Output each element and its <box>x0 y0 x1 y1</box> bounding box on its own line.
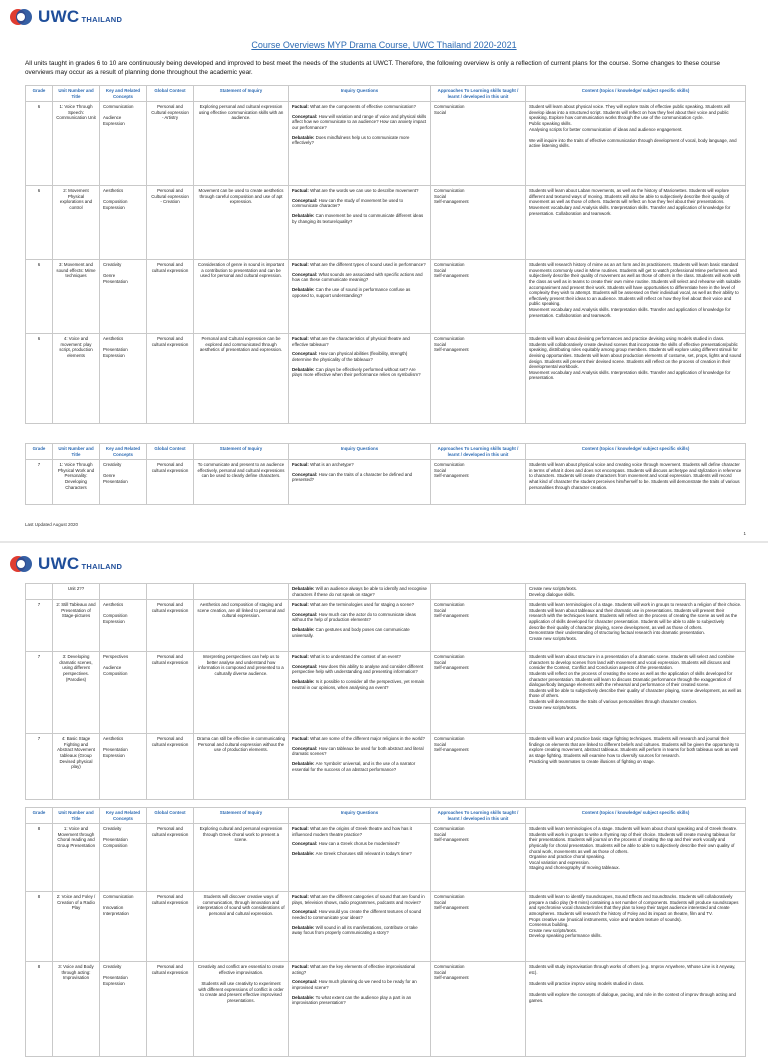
inquiry-question-text: Are 'symbols' universal, and is the use of a narrator essential for the success of an abstract performance? <box>292 760 416 772</box>
inquiry-question-text: What are the components of effective communication? <box>310 104 416 110</box>
cell-unit: 3: Movement and sound effects: Mime techniques <box>53 260 100 334</box>
cell-soi: Personal and Cultural expression can be explored and communicated through aesthetics of presentation and expression. <box>194 334 289 424</box>
inquiry-question-text: How would you create the different textures of sound needed to communicate your ideas? <box>292 909 422 920</box>
inquiry-question-text: What are some of the different major religions in the world? <box>310 736 425 742</box>
cell-atl: Communication Social Self-management <box>431 652 526 734</box>
inquiry-question-type: Factual: <box>292 104 311 110</box>
table-row <box>26 600 746 652</box>
cell-atl: Communication Social Self-management <box>431 334 526 424</box>
inquiry-question-type: Debatable: <box>292 678 316 684</box>
inquiry-question-type: Conceptual: <box>292 113 319 119</box>
inquiry-question-type: Debatable: <box>292 760 316 766</box>
cell-content: Create new scripts/texts. Develop dialogue skills. <box>526 584 746 600</box>
inquiry-question-type: Debatable: <box>292 586 316 591</box>
header-cell: Content (topics / knowledge/ subject specific skills) <box>526 86 746 102</box>
inquiry-question <box>292 627 427 638</box>
course-table-grade-8 <box>25 807 746 1057</box>
inquiry-question-type: Conceptual: <box>292 745 319 751</box>
cell-unit: 4: Basic Stage Fighting and Abstract Movement tableaux (Group Devised physical play) <box>53 734 100 800</box>
inquiry-question <box>292 979 427 990</box>
header-cell: Approaches To Learning skills taught / learnt / developed in this unit <box>431 444 526 460</box>
inquiry-question-text: Are Greek Choruses still relevant in today's time? <box>315 850 412 856</box>
header-cell: Global Context <box>147 86 194 102</box>
cell-content: Students will learn about structure in a presentation of a dramatic scene. Students will select and combine characters to develop scenes from land with movement and vocal expression. Students will discuss and consider the Context, Conflict and Conclusion aspects of the presentation. Students will reflect on the process of creating the scene as well as the application of skills developed for character presentation. Students will learn to discuss Dramatic performance through the exaggeration of dialogue/body language elements with the rehearsal and performance of their created scene. Students will be able to subjectively describe their quality of character playing, scene development, as well as those of others. Students will demonstrate the traits of various personalities through character creation. Create new scripts/texts. <box>526 652 746 734</box>
cell-soi: To communicate and present to an audience effectively, personal and cultural expressions can be used to clearly define characters. <box>194 460 289 505</box>
inquiry-question-type: Conceptual: <box>292 471 319 477</box>
header-cell: Statement of Inquiry <box>194 444 289 460</box>
header-cell: Grade <box>26 808 53 824</box>
header-cell: Key and Related Concepts <box>100 86 147 102</box>
header-cell: Global Context <box>147 808 194 824</box>
inquiry-question <box>292 287 427 298</box>
header-cell: Global Context <box>147 444 194 460</box>
inquiry-question <box>292 367 427 378</box>
cell-unit: 1: Voice Through Speech: Communication Unit <box>53 102 100 186</box>
header-cell: Unit Number and Title <box>53 808 100 824</box>
inquiry-question-text: To what extent can the audience play a part in an improvisation presentation? <box>292 994 412 1006</box>
cell-soi: Drama can still be effective in communicating Personal and cultural expression without the use of production elements. <box>194 734 289 800</box>
inquiry-question-type: Factual: <box>292 654 311 660</box>
cell-grade: 6 <box>26 186 53 260</box>
table-header-row <box>26 444 746 460</box>
table-row <box>26 892 746 962</box>
cell-grade: 8 <box>26 824 53 892</box>
inquiry-question-text: What is to understand the context of an event? <box>310 654 401 660</box>
inquiry-question <box>292 909 427 920</box>
cell-context: Personal and cultural expression <box>147 652 194 734</box>
inquiry-question-type: Conceptual: <box>292 197 319 203</box>
cell-atl: Communication Social Self-management <box>431 892 526 962</box>
cell-context: Personal and Cultural expression - Creation <box>147 186 194 260</box>
cell-concepts <box>100 584 147 600</box>
cell-inquiry-questions <box>289 460 431 505</box>
header-cell: Unit Number and Title <box>53 86 100 102</box>
inquiry-question-type: Conceptual: <box>292 663 319 669</box>
cell-atl: Communication Social Self-management <box>431 260 526 334</box>
cell-atl: Communication Social Self-management <box>431 962 526 1057</box>
inquiry-question-text: How does this ability to analyse and consider different perspective help with understanding and presenting information? <box>292 663 424 675</box>
cell-soi: Students will discover creative ways of communication, through innovation and interpretation of sound with considerations of personal and cultural expression. <box>194 892 289 962</box>
uwc-logo <box>9 6 122 28</box>
table-row-continued <box>26 584 746 600</box>
inquiry-question-text: Can the use of sound in performance confuse as opposed to, support understanding? <box>292 286 411 298</box>
cell-grade: 6 <box>26 334 53 424</box>
inquiry-question-type: Conceptual: <box>292 611 319 617</box>
header-cell: Content (topics / knowledge/ subject specific skills) <box>526 444 746 460</box>
inquiry-question <box>292 964 427 975</box>
inquiry-question-type: Factual: <box>292 188 311 194</box>
cell-content: Students will research history of mime as an art form and its practitioners. Students will learn basic standard movements commonly used in Mime routines. Students will get to watch professional Mime performers and subjectively describe their quality of movement as well as those of others in the class. Students will work with the class as well as in teams to create their own mime routine. Students will select and rehearse with suitable accompaniment and present their work. Students will have opportunities to differentiate here in the level of complexity they wish to attempt. Students will be assessed on their individual vocal, as well as their ability to effectively present their ideas to an audience. Students will reflect on how they feel about their voice and public speaking. Movement vocabulary and Analysis skills. Interpretation skills. Transfer and application of knowledge for presentation. Collaboration and teamwork. <box>526 260 746 334</box>
course-table-grade-6 <box>25 85 746 424</box>
table-row <box>26 260 746 334</box>
header-cell: Grade <box>26 444 53 460</box>
inquiry-question-type: Conceptual: <box>292 979 319 985</box>
inquiry-question-text: What are the characteristics of physical theatre and effective tableaux? <box>292 336 410 347</box>
cell-grade: 6 <box>26 260 53 334</box>
uwc-globe-icon <box>9 553 35 575</box>
cell-inquiry-questions <box>289 962 431 1057</box>
cell-context: Personal and cultural expression <box>147 460 194 505</box>
document-title: Course Overviews MYP Drama Course, UWC Thailand 2020-2021 <box>251 40 517 50</box>
cell-atl: Communication Social Self-management <box>431 734 526 800</box>
header-cell: Inquiry Questions <box>289 444 431 460</box>
inquiry-question-text: Can movement be used to communicate different ideas by changing its texture/quality? <box>292 212 424 224</box>
cell-unit: 3: Voice and Body through acting: Improvisation <box>53 962 100 1057</box>
inquiry-question <box>292 272 427 283</box>
cell-content: Students will study improvisation through works of others (e.g. Improv Anywhere, Whose Line is it Anyway, etc). Students will practice improv using models studied in class. Students will explore the concepts of dialogue, pacing, and role in the context of improv through acting and games. <box>526 962 746 1057</box>
inquiry-question-type: Debatable: <box>292 626 316 632</box>
cell-soi: Movement can be used to create aesthetics through careful composition and use of apt expression. <box>194 186 289 260</box>
cell-concepts: Creativity Presentation Composition <box>100 824 147 892</box>
cell-inquiry-questions <box>289 824 431 892</box>
table-row <box>26 652 746 734</box>
inquiry-question-type: Debatable: <box>292 212 316 218</box>
cell-soi: Exploring personal and cultural expression using effective communication skills with an audience. <box>194 102 289 186</box>
inquiry-question-text: How can the traits of a character be defined and presented? <box>292 471 413 483</box>
inquiry-question-type: Factual: <box>292 602 311 608</box>
inquiry-question-type: Debatable: <box>292 134 316 140</box>
cell-content: Students will learn terminologies of a stage. Students will learn about choral speaking and of Greek theatre. Students will work in groups to write a rhyming rap of their choice. Students will create moving tableaux for their presentations. Students will journal on the process of creating the rap and their work vocally and physically for choral presentation. Students will be able to able to subjectively describe their own quality of choral work, movements as well as those of others. Organise and practice choral speaking. Vocal variation and expression. Staging and choreography of moving tableaux. <box>526 824 746 892</box>
table-row <box>26 186 746 260</box>
cell-unit: 2: Movement Physical explorations and control <box>53 186 100 260</box>
cell-atl <box>431 584 526 600</box>
cell-grade <box>26 584 53 600</box>
cell-concepts: Aesthetics Presentation Expression <box>100 734 147 800</box>
header-cell: Key and Related Concepts <box>100 808 147 824</box>
cell-content: Students will learn and practice basic stage fighting techniques. Students will research and journal their findings on elements that are linked to different beliefs and cultures. Students will be given the opportunity to explore creating movement, abstract tableaux. Students will perform in teams for both tableaux work as well as stage fighting. Students will examine how to diversify sources for research. Practicing with teammates to create illusions of fighting on stage. <box>526 734 746 800</box>
inquiry-question-type: Debatable: <box>292 286 316 292</box>
inquiry-question-text: Does mindfulness help us to communicate more effectively? <box>292 134 410 146</box>
cell-unit: 3: Developing dramatic scenes, using different perspectives. (Parodies) <box>53 652 100 734</box>
inquiry-question-type: Factual: <box>292 336 311 342</box>
inquiry-question-type: Conceptual: <box>292 841 319 847</box>
cell-grade: 7 <box>26 460 53 505</box>
table-row <box>26 334 746 424</box>
inquiry-question <box>292 736 427 742</box>
cell-atl: Communication Social Self-management <box>431 600 526 652</box>
cell-inquiry-questions <box>289 102 431 186</box>
cell-unit: 1: Voice Through Physical Work and Personality: Developing Characters <box>53 460 100 505</box>
page-number: 1 <box>743 531 746 536</box>
header-cell: Key and Related Concepts <box>100 444 147 460</box>
inquiry-question <box>292 135 427 146</box>
inquiry-question-type: Factual: <box>292 964 311 970</box>
header-cell: Inquiry Questions <box>289 808 431 824</box>
logo-brand: UWC <box>38 7 80 26</box>
inquiry-question-type: Factual: <box>292 894 311 900</box>
table-row <box>26 824 746 892</box>
cell-context: Personal and cultural expression <box>147 334 194 424</box>
inquiry-question-type: Factual: <box>292 736 311 742</box>
cell-inquiry-questions <box>289 334 431 424</box>
inquiry-question <box>292 612 427 623</box>
cell-unit: 2: Still Tableaux and Presentation of Stage-pictures <box>53 600 100 652</box>
cell-inquiry-questions <box>289 186 431 260</box>
inquiry-question-text: What are the different categories of sound that are found in plays, television shows, radio programmes, podcasts and movies? <box>292 894 425 905</box>
cell-soi: Interpreting perspectives can help us to better analyse and understand how information is composed and presented to a culturally diverse audience. <box>194 652 289 734</box>
cell-context: Personal and cultural expression <box>147 260 194 334</box>
table-row <box>26 102 746 186</box>
cell-grade: 8 <box>26 892 53 962</box>
table-row <box>26 962 746 1057</box>
cell-unit: 2: Voice and Foley / Creation of a Radio Play <box>53 892 100 962</box>
header-cell: Statement of Inquiry <box>194 86 289 102</box>
cell-content: Students will learn about Laban movements, as well as the history of Marionettes. Students will explore different and textured ways of moving. Students will also be able to subjectively describe their quality of movement as well as those of others. Students will reflect on how they feel about their presentations. Movement vocabulary and Analysis skills. Interpretation skills. Transfer and application of knowledge for presentation. Collaboration and teamwork. <box>526 186 746 260</box>
course-table-grade-7 <box>25 443 746 505</box>
cell-soi: Creativity and conflict are essential to create effective improvisation. Students will use creativity to experiment with different expressions of conflict in order to create and present effective improvised presentations. <box>194 962 289 1057</box>
cell-context: Personal and cultural expression <box>147 824 194 892</box>
uwc-logo <box>9 553 122 575</box>
header-cell: Statement of Inquiry <box>194 808 289 824</box>
inquiry-question-text: How much planning do we need to be ready for an improvised scene? <box>292 979 417 990</box>
footer-last-updated: Last Updated August 2020 <box>25 522 79 527</box>
cell-content: Students will learn about devising performances and practice devising using models studied in class. Students will collaboratively create devised scenes that incorporate the skills of effective presentation/public speaking, distributing roles equitably among group members. Students will explore using different stimuli for devising opportunities. Students will learn about production elements of costume, set, props, lights and sound design. Students will present their devised scene. Students will reflect on the process of creation in their developmental workbook. Movement vocabulary and Analysis skills. Interpretation skills. Transfer and application of knowledge for presentation. <box>526 334 746 424</box>
header-cell: Content (topics / knowledge/ subject specific skills) <box>526 808 746 824</box>
inquiry-question-text: Will an audience always be able to identify and recognise characters if these do not speak on stage? <box>292 586 427 597</box>
cell-context: Personal and cultural expression <box>147 600 194 652</box>
cell-unit: Unit 2?? <box>53 584 100 600</box>
header-cell: Unit Number and Title <box>53 444 100 460</box>
inquiry-question-text: What are the words we can use to describe movement? <box>310 188 419 194</box>
inquiry-question <box>292 925 427 936</box>
cell-concepts: Creativity Presentation Expression <box>100 962 147 1057</box>
inquiry-question <box>292 462 427 468</box>
cell-concepts: Communication Audience Expression <box>100 102 147 186</box>
inquiry-question <box>292 761 427 772</box>
cell-concepts: Perspectives Audience Composition <box>100 652 147 734</box>
inquiry-question-type: Conceptual: <box>292 909 319 915</box>
cell-context: Personal and Cultural expression - Artistry <box>147 102 194 186</box>
cell-context: Personal and cultural expression <box>147 734 194 800</box>
cell-content: Students will learn terminologies of a stage. Students will work in groups to research a religion of their choice. Students will learn about tableaux and their dramatic use in presentations. Students will present their research with the techniques learnt. Students will reflect on the process of creating the scene as well as the application of skills developed for character presentation. Students will be able to able to subjectively describe their quality of character playing, scene development, as well as those of others. Demonstrate their understanding of structuring factual research into dramatic presentation. Create new scripts/texts. <box>526 600 746 652</box>
inquiry-question-text: How can the study of movement be used to communicate character? <box>292 197 404 209</box>
cell-inquiry-questions <box>289 600 431 652</box>
inquiry-question-text: What are the origins of Greek theatre and how has it influenced modern theatre practice? <box>292 826 412 837</box>
inquiry-question <box>292 198 427 209</box>
inquiry-question-text: What are the terminologies used for staging a scene? <box>310 602 415 608</box>
inquiry-question <box>292 114 427 131</box>
inquiry-question <box>292 841 427 847</box>
inquiry-question-type: Factual: <box>292 826 311 832</box>
cell-soi <box>194 584 289 600</box>
inquiry-question <box>292 894 427 905</box>
inquiry-question-text: How can a Greek chorus be modernised? <box>318 841 400 847</box>
cell-concepts: Aesthetics Composition Expression <box>100 600 147 652</box>
inquiry-question-text: How can physical abilities (flexibility, strength) determine the physicality of the tableaux? <box>292 351 408 362</box>
intro-paragraph: All units taught in grades 6 to 10 are continuously being developed and improved to best meet the needs of the students at UWCT. Therefore, the following overview is only a reflection of current plans for the course. Some changes to these course overviews may occur as a result of planning done throughout the academic year. <box>25 60 721 76</box>
page-2 <box>0 545 768 1024</box>
inquiry-question-type: Debatable: <box>292 366 316 372</box>
header-cell: Grade <box>26 86 53 102</box>
inquiry-question <box>292 654 427 660</box>
cell-grade: 7 <box>26 600 53 652</box>
cell-concepts: Creativity Genre Presentation <box>100 460 147 505</box>
cell-soi: Exploring cultural and personal expression through Greek choral work to present a scene. <box>194 824 289 892</box>
inquiry-question <box>292 188 427 194</box>
header-cell: Inquiry Questions <box>289 86 431 102</box>
inquiry-question <box>292 336 427 347</box>
cell-soi: Consideration of genre in sound is important a contribution to presentation and can be used for personal and cultural expression. <box>194 260 289 334</box>
inquiry-question-type: Factual: <box>292 262 311 268</box>
cell-inquiry-questions <box>289 892 431 962</box>
inquiry-question-type: Debatable: <box>292 994 316 1000</box>
cell-concepts: Aesthetics Presentation Expression <box>100 334 147 424</box>
inquiry-question <box>292 472 427 483</box>
cell-unit: 4: Voice and movement: play script, production elements <box>53 334 100 424</box>
inquiry-question <box>292 851 427 857</box>
cell-concepts: Creativity Genre Presentation <box>100 260 147 334</box>
inquiry-question-text: Will sound in all its manifestations, contribute or take away focus from properly communicating a story? <box>292 924 418 936</box>
cell-atl: Communication Social Self-management <box>431 460 526 505</box>
inquiry-question-text: Is it possible to consider all the perspectives, yet remain neutral in our opinions, when analysing an event? <box>292 678 425 690</box>
logo-brand: UWC <box>38 554 80 573</box>
cell-inquiry-questions <box>289 652 431 734</box>
cell-inquiry-questions <box>289 260 431 334</box>
cell-context <box>147 584 194 600</box>
uwc-globe-icon <box>9 6 35 28</box>
inquiry-question <box>292 213 427 224</box>
inquiry-question <box>292 746 427 757</box>
inquiry-question-type: Debatable: <box>292 924 316 930</box>
inquiry-question-text: What sounds are associated with specific actions and how can these communicate meaning? <box>292 271 423 283</box>
cell-inquiry-questions <box>289 584 431 600</box>
logo-sub: THAILAND <box>81 14 123 24</box>
cell-concepts: Communication Innovation Interpretation <box>100 892 147 962</box>
cell-content: Student will learn about physical voice. They will explore traits of effective public speaking. Students will develop ideas into a structured script. Students will reflect on how they feel about their voice and public speaking. Explore how communication works through the use of the communication cycle. Public speaking skills. Analysing scripts for better communication of ideas and audience engagement. We will inquire into the traits of effective communication through development of vocal, body language, and active listening skills. <box>526 102 746 186</box>
cell-atl: Communication Social Self-management <box>431 186 526 260</box>
inquiry-question <box>292 995 427 1006</box>
inquiry-question-text: How will variation and range of voice and physical skills affect how we communicate to an audience? How can anxiety impact our performance? <box>292 113 427 130</box>
cell-grade: 7 <box>26 734 53 800</box>
cell-grade: 8 <box>26 962 53 1057</box>
inquiry-question-text: What is an archetype? <box>310 462 354 468</box>
inquiry-question-type: Conceptual: <box>292 271 319 277</box>
cell-concepts: Aesthetics Composition Expression <box>100 186 147 260</box>
inquiry-question-text: Can gestures and body poses can communicate universally. <box>292 626 410 638</box>
cell-inquiry-questions <box>289 734 431 800</box>
inquiry-question <box>292 104 427 110</box>
inquiry-question-text: What are the different types of sound used in performance? <box>310 262 426 268</box>
table-row <box>26 734 746 800</box>
inquiry-question <box>292 262 427 268</box>
table-header-row <box>26 86 746 102</box>
cell-content: Students will learn to identify Soundscapes, Sound Effects and Soundtracks. Students will collaboratively prepare a radio play (5-8 mins) containing a set number of components. Students will produce soundscapes and synchronise vocal character/roles that they plan to keep their target audience interested and create atmospheres. Students will research the history of Foley and its impact on theatre, film and TV. Props creative use (musical instruments, voice and random texture of sounds). Consensus building. Create new scripts/texts. Develop speaking performance skills. <box>526 892 746 962</box>
cell-soi: Aesthetics and composition of staging and scene creation, are all linked to personal and cultural expression. <box>194 600 289 652</box>
cell-grade: 6 <box>26 102 53 186</box>
table-row <box>26 460 746 505</box>
inquiry-question-text: How can tableaux be used for both abstract and literal dramatic scenes? <box>292 745 424 757</box>
inquiry-question <box>292 664 427 675</box>
inquiry-question-type: Conceptual: <box>292 351 319 357</box>
cell-atl: Communication Social Self-management <box>431 824 526 892</box>
inquiry-question-text: What are the key elements of effective improvisational acting? <box>292 964 416 975</box>
inquiry-question-type: Debatable: <box>292 850 316 856</box>
course-table-grade-7-cont <box>25 583 746 800</box>
inquiry-question-text: How much can the actor do to communicate ideas without the help of production elements? <box>292 611 416 623</box>
table-header-row <box>26 808 746 824</box>
cell-grade: 7 <box>26 652 53 734</box>
page-separator <box>0 541 768 543</box>
inquiry-question <box>292 602 427 608</box>
inquiry-question-text: Can plays be effectively performed without set? Are plays more effective when their performance relies on symbolism? <box>292 366 421 378</box>
logo-sub: THAILAND <box>81 561 123 571</box>
inquiry-question <box>292 826 427 837</box>
inquiry-question <box>292 679 427 690</box>
inquiry-question <box>292 351 427 362</box>
header-cell: Approaches To Learning skills taught / learnt / developed in this unit <box>431 808 526 824</box>
header-cell: Approaches To Learning skills taught / learnt / developed in this unit <box>431 86 526 102</box>
inquiry-question <box>292 586 427 597</box>
cell-content: Students will learn about physical voice and creating voice through movement. Students will define character in terms of what it does and does not encompass. Students will discuss archetype and stylization in reference to characters. Students will create characters from movement and vocal expression. Students will record what kind of character the student perceives him/herself to be. Students will demonstrate the traits of various personalities through character creation. <box>526 460 746 505</box>
inquiry-question-type: Factual: <box>292 462 311 468</box>
cell-context: Personal and cultural expression <box>147 962 194 1057</box>
cell-context: Personal and cultural expression <box>147 892 194 962</box>
cell-unit: 1: Voice and Movement through Choral reading and Group Presentation <box>53 824 100 892</box>
cell-atl: Communication Social <box>431 102 526 186</box>
